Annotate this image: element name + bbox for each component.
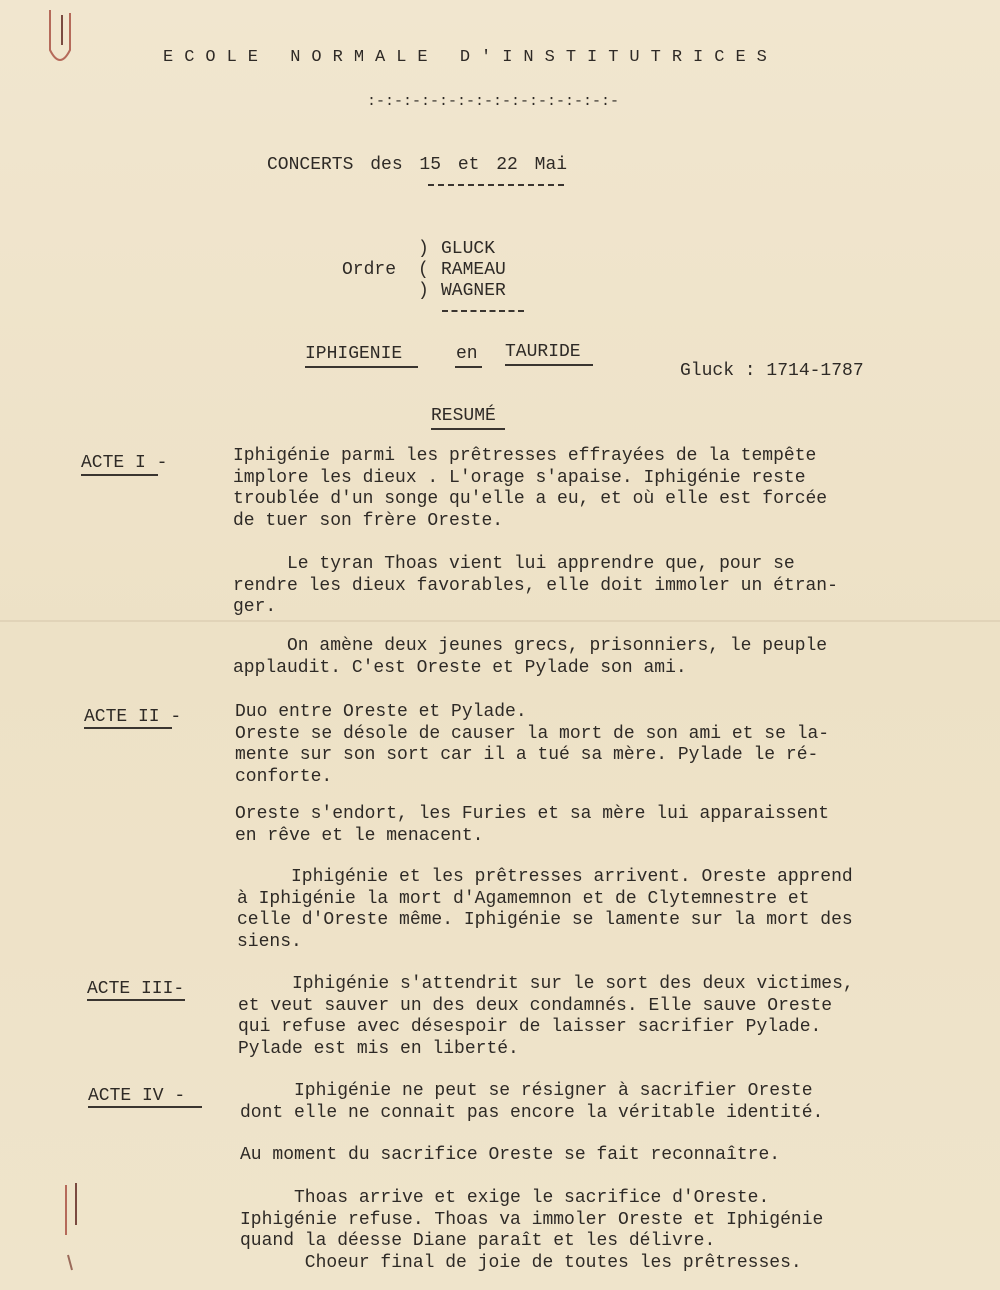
- act-label: ACTE I -: [81, 453, 168, 473]
- order-bracket: (: [418, 260, 429, 280]
- fold-line: [0, 620, 1000, 622]
- dashed-rule: [442, 310, 524, 312]
- act-paragraph: Iphigénie ne peut se résigner à sacrifier Oreste dont elle ne connait pas encore la véritable identité.: [240, 1081, 824, 1123]
- act-paragraph: Au moment du sacrifice Oreste se fait reconnaître.: [240, 1145, 781, 1165]
- act-paragraph: Thoas arrive et exige le sacrifice d'Oreste. Iphigénie refuse. Thoas va immoler Oreste et Iphigénie quand la déesse Diane paraît et les délivre. Choeur final de joie de toutes les prêtresses.: [240, 1188, 824, 1273]
- act-paragraph: Le tyran Thoas vient lui apprendre que, pour se rendre les dieux favorables, elle doit immoler un étran- ger.: [233, 554, 838, 617]
- order-label: Ordre: [342, 260, 397, 280]
- title-underline: [505, 364, 593, 366]
- opera-title-part: IPHIGENIE: [305, 344, 403, 364]
- act-underline: [84, 727, 172, 729]
- title-underline: [455, 366, 482, 368]
- concerts-heading: CONCERTS des 15 et 22 Mai: [267, 155, 568, 175]
- act-underline: [81, 474, 158, 476]
- act-paragraph: On amène deux jeunes grecs, prisonniers, le peuple applaudit. C'est Oreste et Pylade son ami.: [233, 636, 828, 678]
- act-paragraph: Iphigénie parmi les prêtresses effrayées de la tempête implore les dieux . L'orage s'apaise. Iphigénie reste troublée d'un songe qu'elle a eu, et où elle est forcée de tuer son frère Oreste.: [233, 446, 828, 531]
- binding-mark-icon: [40, 5, 80, 75]
- act-underline: [87, 999, 185, 1001]
- resume-heading: RESUMÉ: [431, 406, 496, 426]
- opera-title-part: TAURIDE: [505, 342, 581, 362]
- order-bracket: ): [418, 281, 429, 301]
- dashed-rule: [428, 184, 564, 186]
- composer-item: RAMEAU: [441, 260, 506, 280]
- binding-mark-icon: [58, 1175, 88, 1275]
- act-paragraph: Iphigénie et les prêtresses arrivent. Oreste apprend à Iphigénie la mort d'Agamemnon et de Clytemnestre et celle d'Oreste même. Iphigénie se lamente sur la mort des siens.: [237, 867, 853, 952]
- act-label: ACTE III-: [87, 979, 185, 999]
- order-bracket: ): [418, 239, 429, 259]
- opera-title-part: en: [456, 344, 478, 364]
- act-label: ACTE II -: [84, 707, 182, 727]
- resume-underline: [431, 428, 505, 430]
- composer-item: GLUCK: [441, 239, 496, 259]
- title-underline: [305, 366, 418, 368]
- act-paragraph: Iphigénie s'attendrit sur le sort des deux victimes, et veut sauver un des deux condamnés. Elle sauve Oreste qui refuse avec désespoir de laisser sacrifier Pylade. Pylade est mis en liberté.: [238, 974, 854, 1059]
- act-underline: [88, 1106, 202, 1108]
- composer-dates: Gluck : 1714-1787: [680, 361, 864, 381]
- act-paragraph: Oreste s'endort, les Furies et sa mère lui apparaissent en rêve et le menacent.: [235, 804, 830, 846]
- act-label: ACTE IV -: [88, 1086, 186, 1106]
- act-paragraph: Duo entre Oreste et Pylade. Oreste se désole de causer la mort de son ami et se la- mente sur son sort car il a tué sa mère. Pylade le ré- conforte.: [235, 702, 830, 787]
- composer-item: WAGNER: [441, 281, 506, 301]
- school-title: ECOLE NORMALE D'INSTITUTRICES: [163, 48, 778, 67]
- ornament-line: :-:-:-:-:-:-:-:-:-:-:-:-:-:-: [367, 93, 620, 110]
